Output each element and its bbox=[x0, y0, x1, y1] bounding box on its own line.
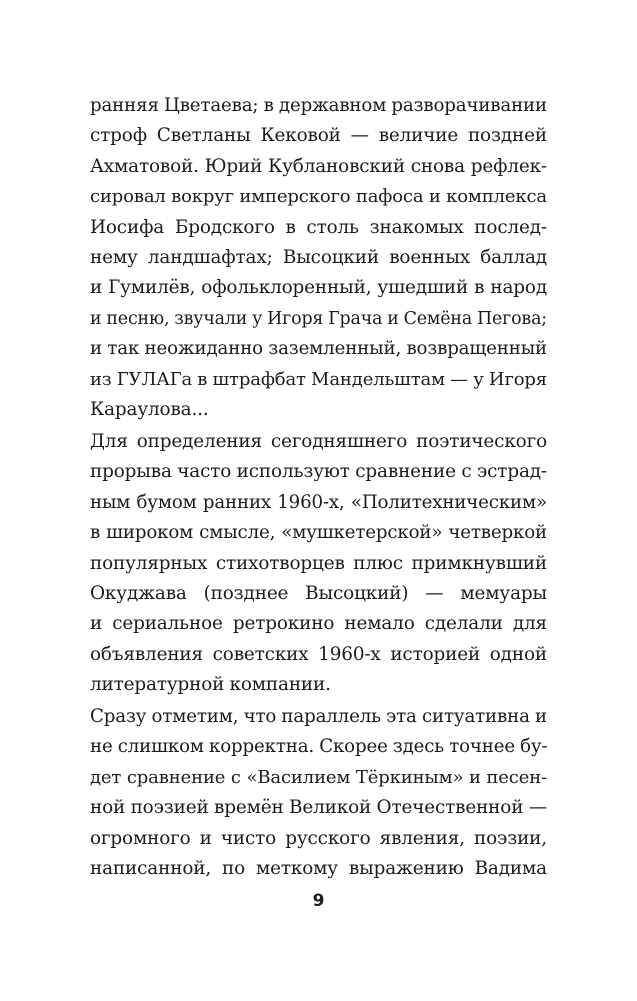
text-line: ной поэзией времён Великой Отечественной — bbox=[90, 797, 547, 819]
text-line: и так неожиданно заземленный, возвращенный bbox=[90, 338, 547, 360]
text-line: и песню, звучали у Игоря Грача и Семёна Пегова; bbox=[90, 308, 547, 329]
text-line: литературной компании. bbox=[90, 674, 331, 696]
text-line: популярных стихотворцев плюс примкнувший bbox=[90, 552, 547, 574]
paragraph-2 bbox=[90, 427, 547, 701]
text-line: сировал вокруг имперского пафоса и комплекса bbox=[90, 186, 547, 208]
text-line: дет сравнение с «Василием Тёркиным» и песен- bbox=[90, 766, 547, 788]
text-line: Иосифа Бродского в столь знакомых послед- bbox=[90, 216, 547, 238]
text-line: не слишком корректна. Скорее здесь точнее бу- bbox=[90, 736, 548, 758]
text-line: Окуджава (позднее Высоцкий) — мемуары bbox=[90, 582, 547, 604]
text-line: из ГУЛАГа в штрафбат Мандельштам — у Игоря bbox=[90, 368, 547, 390]
text-line: Ахматовой. Юрий Кублановский снова рефлек- bbox=[90, 155, 547, 177]
text-line: ранняя Цветаева; в державном разворачивании bbox=[90, 95, 547, 116]
paragraph-1 bbox=[90, 91, 547, 425]
text-line: строф Светланы Кековой — величие поздней bbox=[90, 125, 547, 147]
text-line: Для определения сегодняшнего поэтического bbox=[90, 431, 547, 452]
text-line: объявления советских 1960-х историей одной bbox=[90, 643, 547, 665]
text-line: Сразу отметим, что параллель эта ситуативна и bbox=[90, 706, 547, 727]
text-line: в широком смысле, «мушкетерской» четверкой bbox=[90, 522, 547, 544]
text-line: и Гумилёв, офольклоренный, ушедший в народ bbox=[90, 277, 547, 299]
text-line: ным бумом ранних 1960-х, «Политехническим» bbox=[90, 491, 547, 513]
text-line: огромного и чисто русского явления, поэзии, bbox=[90, 827, 547, 849]
text-line: и сериальное ретрокино немало сделали для bbox=[90, 613, 547, 635]
text-line: прорыва часто используют сравнение с эстрад- bbox=[90, 461, 547, 483]
paragraph-3 bbox=[90, 702, 547, 884]
text-line: написанной, по меткому выражению Вадима bbox=[90, 857, 547, 879]
page-number: 9 bbox=[312, 891, 325, 911]
text-line: Караулова... bbox=[90, 398, 209, 420]
text-line: нему ландшафтах; Высоцкий военных баллад bbox=[90, 246, 547, 268]
